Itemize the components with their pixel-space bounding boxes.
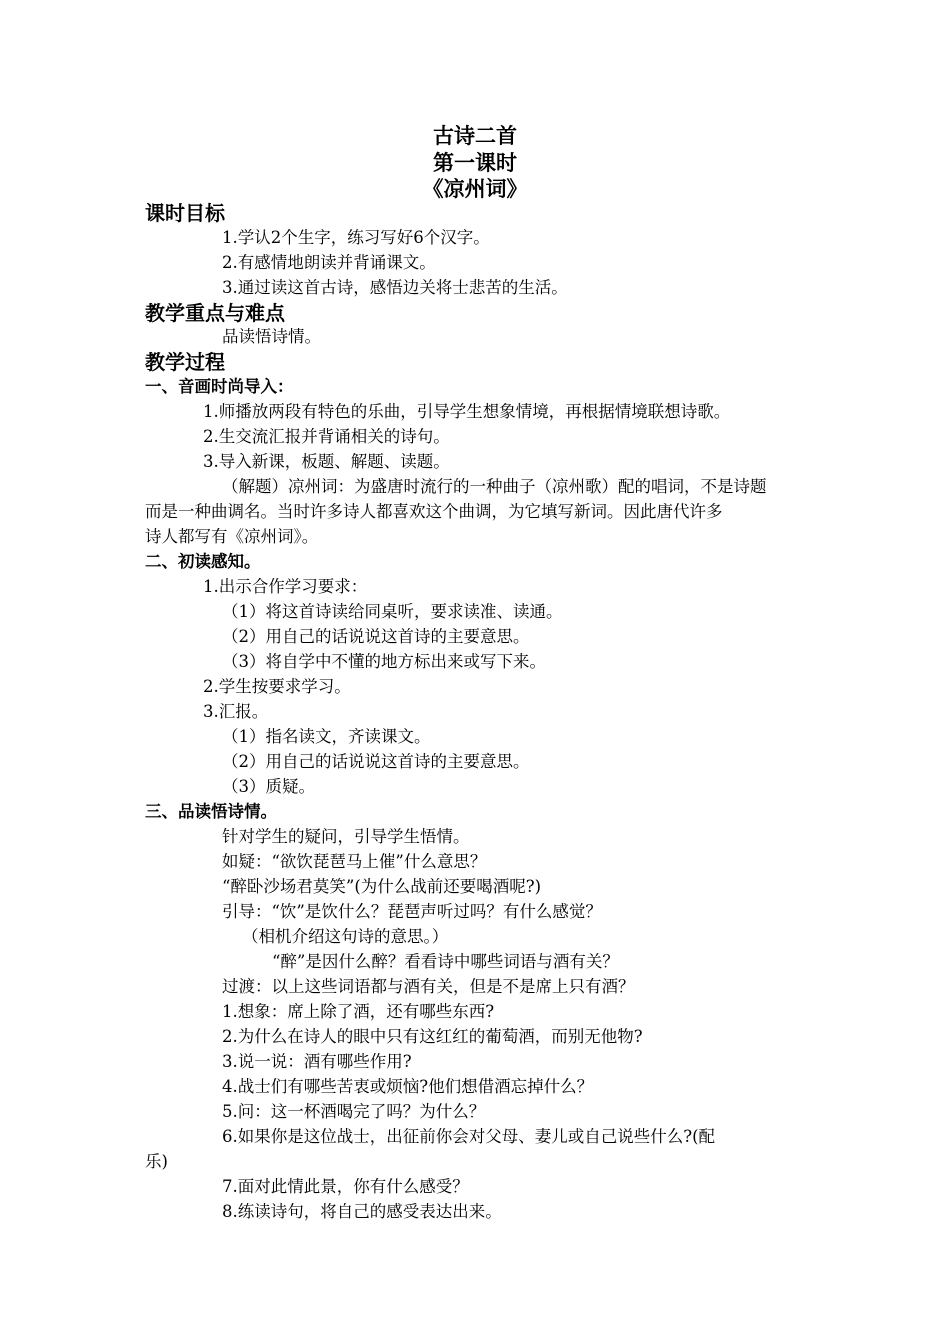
part3-line: “醉”是因什么醉？看看诗中哪些词语与酒有关？: [272, 952, 619, 971]
part3-line: 针对学生的疑问，引导学生悟情。: [222, 827, 470, 846]
part3-line: 7.面对此情此景，你有什么感受？: [222, 1177, 469, 1196]
part2-item: 3.汇报。: [203, 702, 269, 721]
part1-note-line: 诗人都写有《凉州词》。: [145, 527, 319, 546]
objectives-heading: 课时目标: [145, 201, 225, 225]
part3-line: 乐): [145, 1152, 168, 1171]
part3-line: 1.想象：席上除了酒，还有哪些东西?: [222, 1002, 495, 1021]
part3-line: 过渡：以上这些词语都与酒有关，但是不是席上只有酒？: [222, 977, 635, 996]
key-points-text: 品读悟诗情。: [222, 327, 321, 346]
part2-item: 2.学生按要求学习。: [203, 677, 351, 696]
requirement-item: （1）将这首诗读给同桌听，要求读准、读通。: [222, 602, 563, 621]
process-heading: 教学过程: [145, 350, 225, 374]
key-points-heading: 教学重点与难点: [145, 301, 285, 325]
poem-title: 《凉州词》: [422, 177, 528, 201]
part3-line: （相机介绍这句诗的意思。）: [242, 927, 449, 946]
objective-item: 1.学认2个生字，练习写好6个汉字。: [222, 228, 490, 247]
part3-line: 3.说一说：酒有哪些作用?: [222, 1052, 412, 1071]
part1-heading: 一、音画时尚导入：: [145, 377, 294, 396]
part3-line: “醉卧沙场君莫笑”(为什么战前还要喝酒呢?): [222, 877, 542, 896]
part3-line: 6.如果你是这位战士，出征前你会对父母、妻儿或自己说些什么?(配: [222, 1127, 716, 1146]
requirement-item: （2）用自己的话说说这首诗的主要意思。: [222, 627, 530, 646]
part1-note-line: （解题）凉州词：为盛唐时流行的一种曲子（凉州歌）配的唱词，不是诗题: [222, 477, 767, 496]
part1-item: 1.师播放两段有特色的乐曲，引导学生想象情境，再根据情境联想诗歌。: [203, 402, 731, 421]
report-item: （2）用自己的话说说这首诗的主要意思。: [222, 752, 530, 771]
part1-item: 2.生交流汇报并背诵相关的诗句。: [203, 427, 450, 446]
report-item: （3）质疑。: [222, 777, 315, 796]
part3-line: 8.练读诗句，将自己的感受表达出来。: [222, 1202, 502, 1221]
part3-line: 2.为什么在诗人的眼中只有这红红的葡萄酒，而别无他物?: [222, 1027, 643, 1046]
lesson-period-title: 第一课时: [433, 151, 517, 175]
part1-note-line: 而是一种曲调名。当时许多诗人都喜欢这个曲调，为它填写新词。因此唐代许多: [145, 502, 723, 521]
part2-item: 1.出示合作学习要求：: [203, 577, 368, 596]
part3-line: 引导：“饮”是饮什么？琵琶声听过吗？有什么感觉？: [222, 902, 602, 921]
objective-item: 2.有感情地朗读并背诵课文。: [222, 253, 436, 272]
requirement-item: （3）将自学中不懂的地方标出来或写下来。: [222, 652, 546, 671]
part3-line: 5.问：这一杯酒喝完了吗？为什么？: [222, 1102, 486, 1121]
part1-item: 3.导入新课，板题、解题、读题。: [203, 452, 450, 471]
objective-item: 3.通过读这首古诗，感悟边关将士悲苦的生活。: [222, 278, 568, 297]
part3-line: 如疑：“欲饮琵琶马上催”什么意思？: [222, 852, 487, 871]
report-item: （1）指名读文，齐读课文。: [222, 727, 431, 746]
part3-line: 4.战士们有哪些苦衷或烦恼?他们想借酒忘掉什么？: [222, 1077, 594, 1096]
part2-heading: 二、初读感知。: [145, 552, 261, 571]
doc-title: 古诗二首: [433, 124, 517, 148]
part3-heading: 三、品读悟诗情。: [145, 802, 277, 821]
